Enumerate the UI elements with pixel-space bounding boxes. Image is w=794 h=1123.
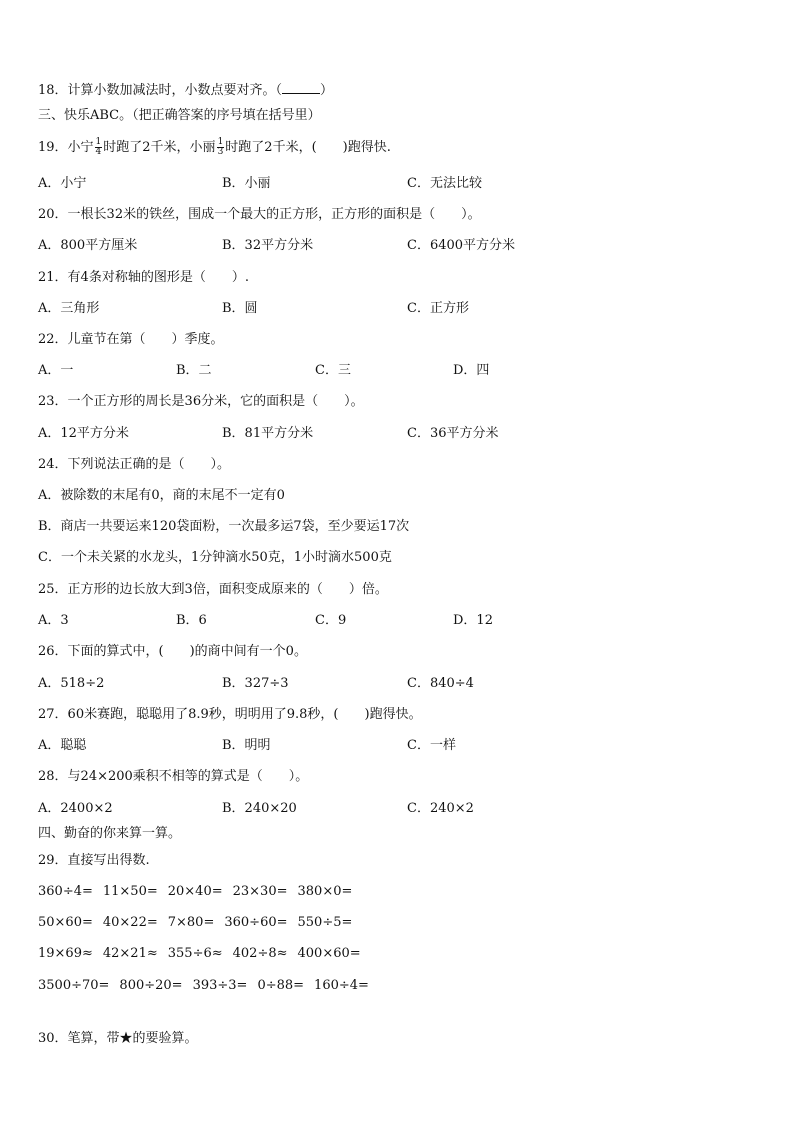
section-3-heading: 三、快乐ABC。（把正确答案的序号填在括号里） <box>38 108 321 123</box>
question-18 <box>38 82 333 99</box>
question-26: 26．下面的算式中，( )的商中间有一个0。 <box>38 644 307 659</box>
q21-option-b[interactable]: B．圆 <box>222 301 258 316</box>
question-22: 22．儿童节在第（ ）季度。 <box>38 332 224 347</box>
calc-item: 11×50= <box>102 884 158 899</box>
q24-option-a[interactable]: A．被除数的末尾有0，商的末尾不一定有0 <box>38 488 285 503</box>
q18-text: 18．计算小数加减法时，小数点要对齐。（ <box>38 83 283 98</box>
question-27: 27．60米赛跑，聪聪用了8.9秒，明明用了9.8秒，( )跑得快。 <box>38 707 422 722</box>
q19-part3: 时跑了2千米，( )跑得快. <box>225 140 391 155</box>
q19-option-a[interactable]: A．小宁 <box>38 176 87 191</box>
q23-option-b[interactable]: B．81平方分米 <box>222 426 314 441</box>
q23-option-a[interactable]: A．12平方分米 <box>38 426 129 441</box>
calc-item: 400×60= <box>297 946 361 961</box>
question-20: 20．一根长32米的铁丝，围成一个最大的正方形，正方形的面积是（ ）。 <box>38 207 481 222</box>
fraction-one-third <box>217 138 225 157</box>
answer-blank[interactable] <box>282 82 320 94</box>
q26-option-c[interactable]: C．840÷4 <box>407 676 474 691</box>
q19-part2: 时跑了2千米，小丽 <box>103 140 216 155</box>
calc-row-3 <box>38 946 371 962</box>
q24-option-b[interactable]: B．商店一共要运来120袋面粉，一次最多运7袋，至少要运17次 <box>38 519 410 534</box>
q20-option-b[interactable]: B．32平方分米 <box>222 238 314 253</box>
calc-item: 800÷20= <box>119 978 183 993</box>
question-21: 21．有4条对称轴的图形是（ ）. <box>38 270 249 285</box>
q26-option-b[interactable]: B．327÷3 <box>222 676 289 691</box>
q26-option-a[interactable]: A．518÷2 <box>38 676 105 691</box>
q21-option-a[interactable]: A．三角形 <box>38 301 100 316</box>
calc-item: 160÷4= <box>314 978 369 993</box>
calc-item: 7×80= <box>167 915 215 930</box>
q20-option-c[interactable]: C．6400平方分米 <box>407 238 516 253</box>
q27-option-a[interactable]: A．聪聪 <box>38 738 87 753</box>
q22-option-a[interactable]: A．一 <box>38 363 74 378</box>
calc-item: 393÷3= <box>192 978 248 993</box>
calc-item: 3500÷70= <box>38 978 110 993</box>
q28-option-c[interactable]: C．240×2 <box>407 801 474 816</box>
question-24: 24．下列说法正确的是（ ）。 <box>38 457 231 472</box>
calc-item: 50×60= <box>38 915 93 930</box>
frac1-numerator: 1 <box>95 137 102 147</box>
q23-option-c[interactable]: C．36平方分米 <box>407 426 499 441</box>
q19-part1: 19．小宁 <box>38 140 94 155</box>
calc-item: 19×69≈ <box>38 946 93 961</box>
calc-item: 380×0= <box>297 884 353 899</box>
q21-option-c[interactable]: C．正方形 <box>407 301 469 316</box>
calc-row-4 <box>38 978 379 994</box>
question-23: 23．一个正方形的周长是36分米，它的面积是（ ）。 <box>38 394 364 409</box>
q27-option-b[interactable]: B．明明 <box>222 738 271 753</box>
question-30: 30．笔算，带★的要验算。 <box>38 1031 198 1046</box>
q22-option-b[interactable]: B．二 <box>176 363 212 378</box>
frac2-numerator: 1 <box>217 137 224 147</box>
frac1-denominator: 4 <box>95 147 102 157</box>
q28-option-b[interactable]: B．240×20 <box>222 801 297 816</box>
calc-row-2 <box>38 915 362 931</box>
calc-item: 0÷88= <box>257 978 305 993</box>
q24-option-c[interactable]: C．一个未关紧的水龙头，1分钟滴水50克，1小时滴水500克 <box>38 550 392 565</box>
question-25: 25．正方形的边长放大到3倍，面积变成原来的（ ）倍。 <box>38 582 388 597</box>
q28-option-a[interactable]: A．2400×2 <box>38 801 113 816</box>
q22-option-c[interactable]: C．三 <box>315 363 351 378</box>
q25-option-d[interactable]: D．12 <box>453 613 493 628</box>
q19-option-c[interactable]: C．无法比较 <box>407 176 482 191</box>
calc-item: 360÷4= <box>38 884 93 899</box>
q25-option-a[interactable]: A．3 <box>38 613 69 628</box>
calc-item: 402÷8≈ <box>232 946 288 961</box>
q25-option-b[interactable]: B．6 <box>176 613 207 628</box>
frac2-denominator: 3 <box>217 147 224 157</box>
q27-option-c[interactable]: C．一样 <box>407 738 456 753</box>
q22-option-d[interactable]: D．四 <box>453 363 490 378</box>
section-4-heading: 四、勤奋的你来算一算。 <box>38 826 182 841</box>
calc-item: 20×40= <box>167 884 223 899</box>
calc-item: 40×22= <box>102 915 158 930</box>
q19-option-b[interactable]: B．小丽 <box>222 176 271 191</box>
q20-option-a[interactable]: A．800平方厘米 <box>38 238 138 253</box>
calc-item: 42×21≈ <box>102 946 158 961</box>
q18-close: ） <box>320 83 334 98</box>
fraction-one-quarter <box>95 138 103 157</box>
q25-option-c[interactable]: C．9 <box>315 613 347 628</box>
calc-item: 23×30= <box>232 884 288 899</box>
question-29: 29．直接写出得数. <box>38 853 150 868</box>
calc-item: 550÷5= <box>297 915 353 930</box>
question-19 <box>38 138 391 157</box>
question-28: 28．与24×200乘积不相等的算式是（ ）。 <box>38 769 309 784</box>
calc-row-1 <box>38 884 362 900</box>
calc-item: 360÷60= <box>224 915 288 930</box>
calc-item: 355÷6≈ <box>167 946 223 961</box>
